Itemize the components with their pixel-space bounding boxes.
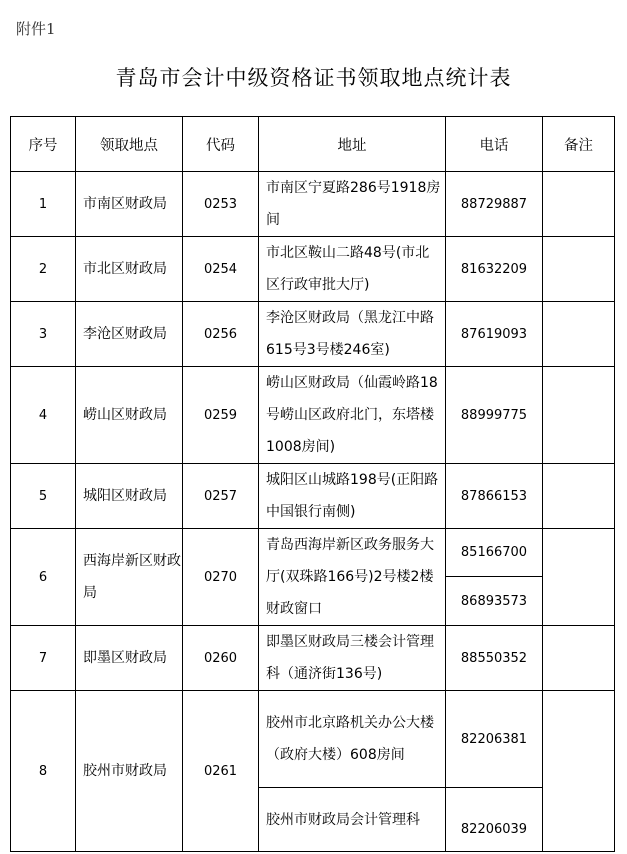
table-row bbox=[11, 529, 615, 577]
office-name: 胶州市财政局 bbox=[76, 691, 183, 852]
row-index: 2 bbox=[11, 237, 76, 302]
office-code: 0253 bbox=[183, 172, 259, 237]
office-code: 0256 bbox=[183, 302, 259, 367]
office-note bbox=[543, 691, 615, 852]
office-address: 胶州市财政局会计管理科 bbox=[259, 788, 446, 852]
table-row bbox=[11, 626, 615, 691]
office-phone: 87866153 bbox=[446, 464, 543, 529]
office-phone: 88729887 bbox=[446, 172, 543, 237]
table-row bbox=[11, 237, 615, 302]
office-note bbox=[543, 529, 615, 626]
office-address: 市北区鞍山二路48号(市北区行政审批大厅) bbox=[259, 237, 446, 302]
office-phone: 85166700 bbox=[446, 529, 543, 577]
office-code: 0259 bbox=[183, 367, 259, 464]
row-index: 4 bbox=[11, 367, 76, 464]
office-phone: 87619093 bbox=[446, 302, 543, 367]
office-note bbox=[543, 172, 615, 237]
table-row bbox=[11, 691, 615, 788]
office-name: 市南区财政局 bbox=[76, 172, 183, 237]
column-header-address: 地址 bbox=[259, 117, 446, 172]
row-index: 7 bbox=[11, 626, 76, 691]
table-row bbox=[11, 464, 615, 529]
office-address: 崂山区财政局（仙霞岭路18号崂山区政府北门，东塔楼1008房间) bbox=[259, 367, 446, 464]
row-index: 5 bbox=[11, 464, 76, 529]
office-address: 即墨区财政局三楼会计管理科（通济街136号) bbox=[259, 626, 446, 691]
office-code: 0254 bbox=[183, 237, 259, 302]
office-name: 即墨区财政局 bbox=[76, 626, 183, 691]
office-table bbox=[10, 116, 615, 852]
office-address: 青岛西海岸新区政务服务大厅(双珠路166号)2号楼2楼财政窗口 bbox=[259, 529, 446, 626]
office-phone: 81632209 bbox=[446, 237, 543, 302]
office-address: 市南区宁夏路286号1918房间 bbox=[259, 172, 446, 237]
table-row bbox=[11, 302, 615, 367]
row-index: 3 bbox=[11, 302, 76, 367]
table-header-row bbox=[11, 117, 615, 172]
table-row bbox=[11, 367, 615, 464]
office-name: 城阳区财政局 bbox=[76, 464, 183, 529]
office-code: 0270 bbox=[183, 529, 259, 626]
office-note bbox=[543, 626, 615, 691]
office-name: 市北区财政局 bbox=[76, 237, 183, 302]
office-address: 胶州市北京路机关办公大楼（政府大楼）608房间 bbox=[259, 691, 446, 788]
office-name: 李沧区财政局 bbox=[76, 302, 183, 367]
office-note bbox=[543, 302, 615, 367]
row-index: 6 bbox=[11, 529, 76, 626]
row-index: 8 bbox=[11, 691, 76, 852]
table-row bbox=[11, 172, 615, 237]
column-header-phone: 电话 bbox=[446, 117, 543, 172]
row-index: 1 bbox=[11, 172, 76, 237]
column-header-index: 序号 bbox=[11, 117, 76, 172]
office-phone: 82206039 bbox=[446, 788, 543, 852]
page-title: 青岛市会计中级资格证书领取地点统计表 bbox=[115, 66, 512, 90]
office-address: 城阳区山城路198号(正阳路中国银行南侧) bbox=[259, 464, 446, 529]
office-phone: 86893573 bbox=[446, 577, 543, 626]
office-phone: 82206381 bbox=[446, 691, 543, 788]
office-name: 西海岸新区财政局 bbox=[76, 529, 183, 626]
office-phone: 88999775 bbox=[446, 367, 543, 464]
column-header-code: 代码 bbox=[183, 117, 259, 172]
column-header-note: 备注 bbox=[543, 117, 615, 172]
office-name: 崂山区财政局 bbox=[76, 367, 183, 464]
office-code: 0261 bbox=[183, 691, 259, 852]
office-code: 0257 bbox=[183, 464, 259, 529]
attachment-label: 附件1 bbox=[16, 20, 56, 38]
office-address: 李沧区财政局（黑龙江中路615号3号楼246室) bbox=[259, 302, 446, 367]
office-note bbox=[543, 464, 615, 529]
office-phone: 88550352 bbox=[446, 626, 543, 691]
office-note bbox=[543, 367, 615, 464]
column-header-office: 领取地点 bbox=[76, 117, 183, 172]
office-code: 0260 bbox=[183, 626, 259, 691]
office-note bbox=[543, 237, 615, 302]
